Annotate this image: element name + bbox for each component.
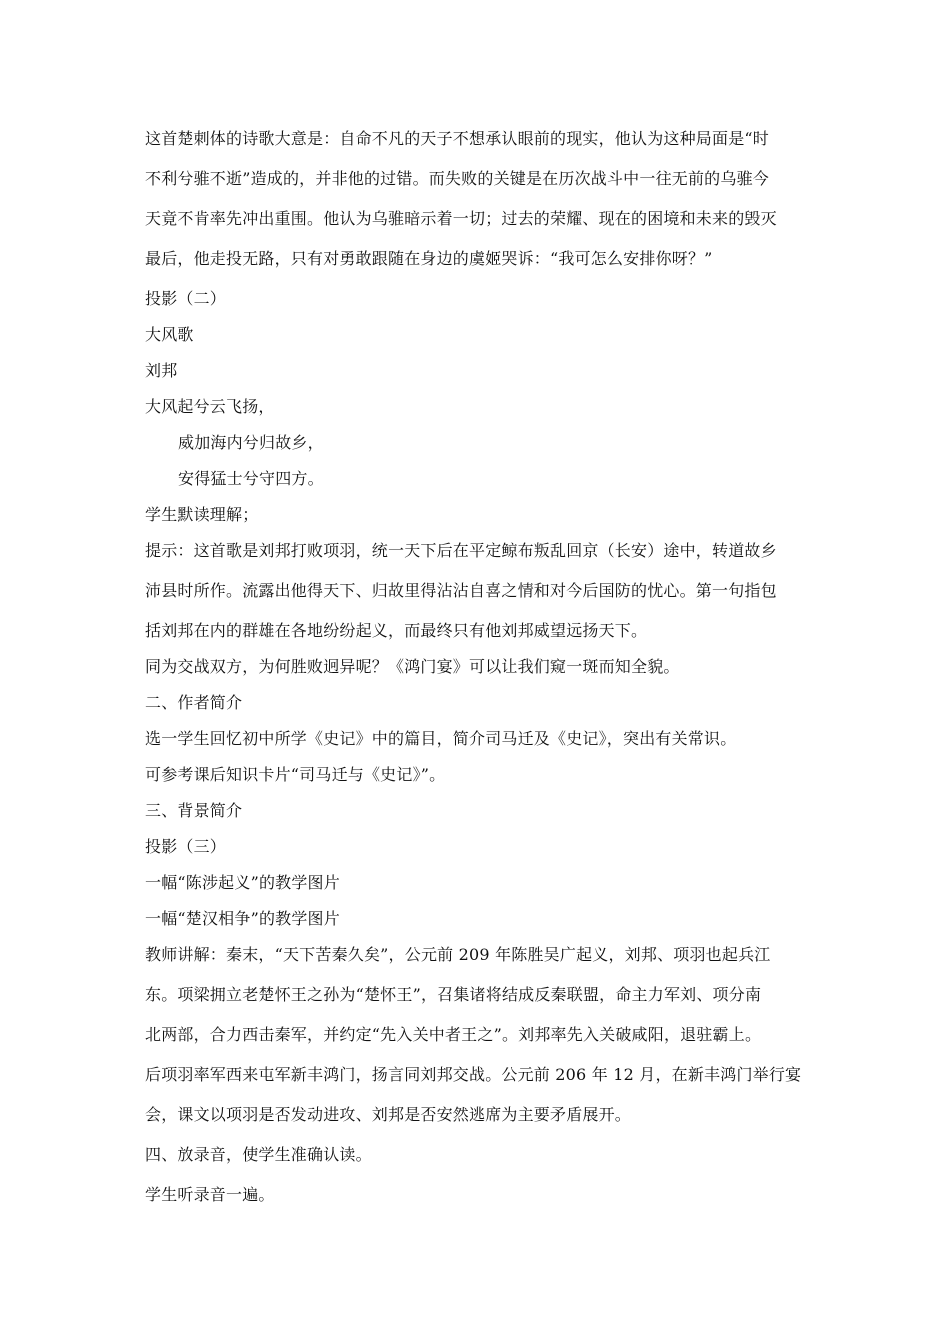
poem-line: 威加海内兮归故乡， — [178, 433, 324, 452]
section-heading: 二、作者简介 — [145, 693, 243, 712]
section-label: 投影（二） — [145, 289, 227, 308]
paragraph-line: 同为交战双方，为何胜败迥异呢？《鸿门宴》可以让我们窥一斑而知全貌。 — [145, 657, 680, 676]
paragraph-line: 一幅“陈涉起义”的教学图片 — [145, 873, 340, 892]
paragraph-line: 不利兮骓不逝”造成的，并非他的过错。而失败的关键是在历次战斗中一往无前的乌骓今 — [145, 169, 769, 188]
paragraph-line: 学生默读理解； — [145, 505, 259, 524]
section-heading: 四、放录音，使学生准确认读。 — [145, 1145, 372, 1164]
paragraph-line: 教师讲解：秦末，“天下苦秦久矣”，公元前 209 年陈胜吴广起义，刘邦、项羽也起兵江 — [145, 945, 771, 964]
paragraph-line: 后项羽率军西来屯军新丰鸿门，扬言同刘邦交战。公元前 206 年 12 月，在新丰鸿门举行宴 — [145, 1065, 802, 1084]
paragraph-line: 最后，他走投无路，只有对勇敢跟随在身边的虞姬哭诉：“我可怎么安排你呀？” — [145, 249, 713, 268]
paragraph-line: 东。项梁拥立老楚怀王之孙为“楚怀王”，召集诸将结成反秦联盟，命主力军刘、项分南 — [145, 985, 762, 1004]
paragraph-line: 学生听录音一遍。 — [145, 1185, 275, 1204]
paragraph-line: 括刘邦在内的群雄在各地纷纷起义，而最终只有他刘邦威望远扬天下。 — [145, 621, 648, 640]
paragraph-line: 这首楚刺体的诗歌大意是：自命不凡的天子不想承认眼前的现实，他认为这种局面是“时 — [145, 129, 769, 148]
poem-line: 安得猛士兮守四方。 — [178, 469, 324, 488]
section-label: 投影（三） — [145, 837, 227, 856]
paragraph-line: 天竟不肯率先冲出重围。他认为乌骓暗示着一切；过去的荣耀、现在的困境和未来的毁灭 — [145, 209, 777, 228]
poem-line: 大风起兮云飞扬， — [145, 397, 275, 416]
poem-title: 大风歌 — [145, 325, 194, 344]
paragraph-line: 一幅“楚汉相争”的教学图片 — [145, 909, 340, 928]
paragraph-line: 会，课文以项羽是否发动进攻、刘邦是否安然逃席为主要矛盾展开。 — [145, 1105, 632, 1124]
paragraph-line: 可参考课后知识卡片“司马迁与《史记》”。 — [145, 765, 446, 784]
poem-author: 刘邦 — [145, 361, 178, 380]
paragraph-line: 沛县时所作。流露出他得天下、归故里得沾沾自喜之情和对今后国防的忧心。第一句指包 — [145, 581, 777, 600]
paragraph-line: 提示：这首歌是刘邦打败项羽，统一天下后在平定鲸布叛乱回京（长安）途中，转道故乡 — [145, 541, 777, 560]
paragraph-line: 选一学生回忆初中所学《史记》中的篇目，简介司马迁及《史记》，突出有关常识。 — [145, 729, 737, 748]
paragraph-line: 北两部，合力西击秦军，并约定“先入关中者王之”。刘邦率先入关破咸阳，退驻霸上。 — [145, 1025, 762, 1044]
section-heading: 三、背景简介 — [145, 801, 243, 820]
